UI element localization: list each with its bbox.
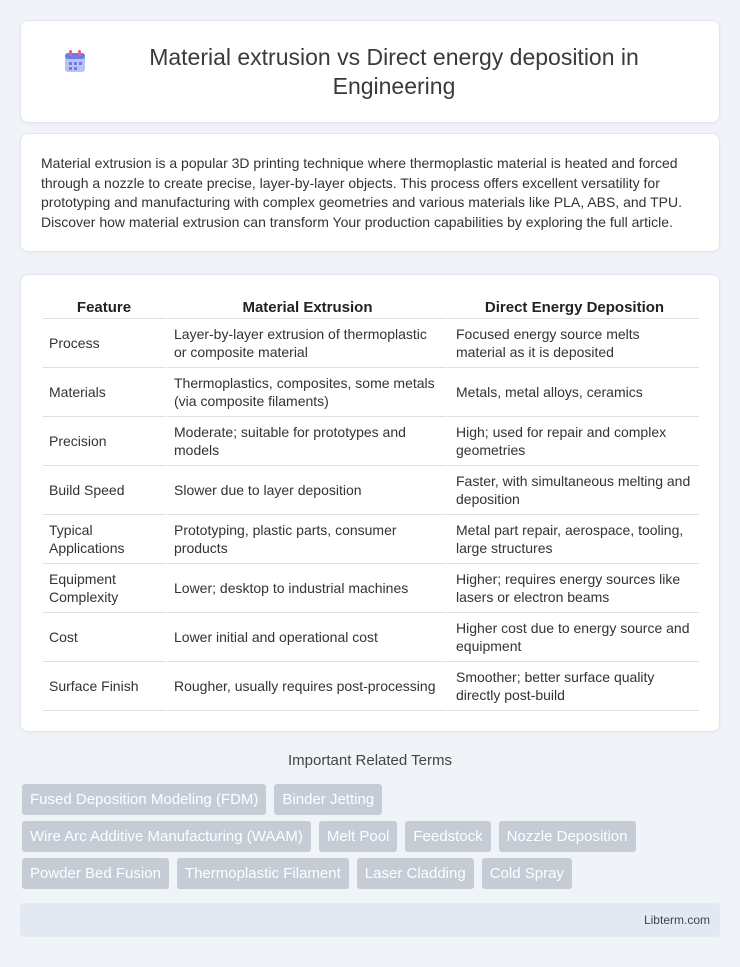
related-term-tag[interactable]: Binder Jetting (274, 784, 382, 815)
related-term-tag[interactable]: Melt Pool (319, 821, 398, 852)
table-row (43, 515, 699, 564)
title-card (20, 20, 720, 123)
row-feature: Process (43, 319, 165, 368)
row-direct-energy-deposition: Metal part repair, aerospace, tooling, large structures (447, 515, 699, 564)
table-row (43, 319, 699, 368)
row-material-extrusion: Slower due to layer deposition (165, 466, 447, 515)
table-row (43, 662, 699, 711)
row-feature: Surface Finish (43, 662, 165, 711)
header-material-extrusion: Material Extrusion (165, 295, 447, 319)
table-row (43, 417, 699, 466)
row-material-extrusion: Layer-by-layer extrusion of thermoplastic or composite material (165, 319, 447, 368)
row-material-extrusion: Prototyping, plastic parts, consumer products (165, 515, 447, 564)
row-feature: Build Speed (43, 466, 165, 515)
table-header-row (43, 295, 699, 319)
related-term-tag[interactable]: Nozzle Deposition (499, 821, 636, 852)
table-row (43, 466, 699, 515)
table-row (43, 368, 699, 417)
row-feature: Materials (43, 368, 165, 417)
row-material-extrusion: Thermoplastics, composites, some metals (via composite filaments) (165, 368, 447, 417)
row-material-extrusion: Moderate; suitable for prototypes and models (165, 417, 447, 466)
calendar-icon (61, 47, 89, 75)
related-terms-list (22, 784, 722, 895)
related-term-tag[interactable]: Wire Arc Additive Manufacturing (WAAM) (22, 821, 311, 852)
row-feature: Cost (43, 613, 165, 662)
related-term-tag[interactable]: Powder Bed Fusion (22, 858, 169, 889)
related-term-tag[interactable]: Laser Cladding (357, 858, 474, 889)
page-title: Material extrusion vs Direct energy deposition in Engineering (149, 43, 639, 99)
row-direct-energy-deposition: Faster, with simultaneous melting and deposition (447, 466, 699, 515)
row-direct-energy-deposition: Higher cost due to energy source and equipment (447, 613, 699, 662)
row-direct-energy-deposition: Focused energy source melts material as it is deposited (447, 319, 699, 368)
header-feature: Feature (43, 295, 165, 319)
footer-site-link[interactable]: Libterm.com (643, 913, 710, 927)
related-term-tag[interactable]: Feedstock (405, 821, 490, 852)
row-material-extrusion: Lower; desktop to industrial machines (165, 564, 447, 613)
row-direct-energy-deposition: High; used for repair and complex geometries (447, 417, 699, 466)
tag-row (22, 858, 722, 889)
related-terms-title: Important Related Terms (288, 752, 452, 769)
header-direct-energy-deposition: Direct Energy Deposition (447, 295, 699, 319)
intro-paragraph: Material extrusion is a popular 3D printing technique where thermoplastic material is heated and forced through a nozzle to create precise, layer-by-layer objects. This process offers excellent versatility for prototyping and manufacturing with complex geometries and various materials like PLA, ABS, and TPU. Discover how material extrusion can transform Your production capabilities by exploring the full article. (41, 155, 682, 230)
footer (20, 903, 720, 937)
row-feature: Precision (43, 417, 165, 466)
tag-row (22, 821, 722, 852)
row-material-extrusion: Rougher, usually requires post-processing (165, 662, 447, 711)
title-wrap (61, 43, 679, 101)
related-term-tag[interactable]: Fused Deposition Modeling (FDM) (22, 784, 266, 815)
table-row (43, 564, 699, 613)
row-feature: Typical Applications (43, 515, 165, 564)
row-material-extrusion: Lower initial and operational cost (165, 613, 447, 662)
intro-card (20, 133, 720, 252)
table-row (43, 613, 699, 662)
row-direct-energy-deposition: Metals, metal alloys, ceramics (447, 368, 699, 417)
related-term-tag[interactable]: Cold Spray (482, 858, 572, 889)
tag-row (22, 784, 722, 815)
comparison-card (20, 274, 720, 732)
row-direct-energy-deposition: Higher; requires energy sources like lasers or electron beams (447, 564, 699, 613)
related-term-tag[interactable]: Thermoplastic Filament (177, 858, 349, 889)
row-feature: Equipment Complexity (43, 564, 165, 613)
row-direct-energy-deposition: Smoother; better surface quality directly post-build (447, 662, 699, 711)
comparison-table (43, 295, 699, 711)
